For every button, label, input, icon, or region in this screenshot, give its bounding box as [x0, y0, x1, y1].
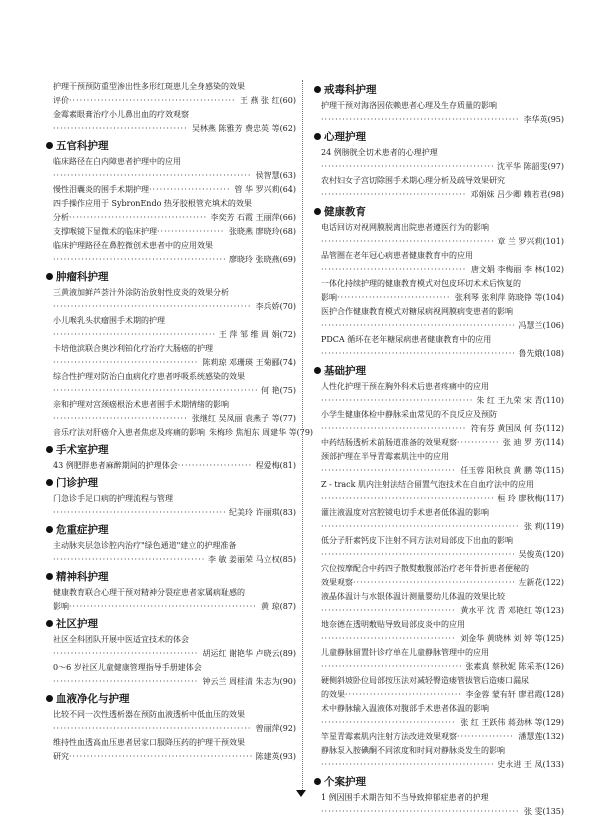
dot-leader — [149, 183, 230, 197]
bullet-icon — [46, 526, 53, 533]
toc-entry[interactable] — [314, 380, 564, 408]
toc-entry[interactable] — [46, 342, 296, 370]
entry-title: 品管圈在老年冠心病患者健康教育中的应用 — [321, 251, 473, 260]
entry-title: 1 例因围手术期告知不当导致抑郁症患者的护理 — [321, 793, 489, 802]
section-title-text: 基础护理 — [324, 365, 366, 377]
dot-leader — [69, 750, 252, 764]
entry-title: 主动脉夹层急诊腔内治疗"绿色通道"建立的护理准备 — [53, 541, 237, 550]
entry-title-continuation: 评价 — [53, 96, 69, 105]
entry-title: 0～6 岁社区儿童健康管理指导手册建体会 — [53, 663, 202, 672]
section-heading — [314, 129, 564, 146]
toc-entry[interactable] — [314, 450, 564, 478]
entry-author-page: 王 萍 邹 维 周 娟(72) — [218, 330, 296, 339]
section-heading — [46, 616, 296, 633]
dot-leader — [53, 722, 252, 736]
entry-title: 低分子肝素钙皮下注射不同方法对局部皮下出血的影响 — [321, 536, 513, 545]
bullet-icon — [46, 446, 53, 453]
entry-title: 地奈德在透明敷贴导致局部皮炎中的应用 — [321, 620, 465, 629]
section-title-text: 血液净化与护理 — [56, 693, 130, 705]
toc-entry[interactable] — [46, 708, 296, 736]
section-title-text: 社区护理 — [56, 618, 98, 630]
section-heading — [46, 691, 296, 708]
toc-entry[interactable] — [314, 618, 564, 646]
toc-entry[interactable] — [46, 633, 296, 661]
toc-entry[interactable] — [46, 736, 296, 764]
entry-author-page: 吴俊英(120) — [518, 550, 564, 559]
section-title-text: 门诊护理 — [56, 477, 98, 489]
toc-entry[interactable] — [314, 478, 564, 506]
dot-leader — [53, 675, 198, 689]
entry-author-page: 潘慧莲(132) — [518, 732, 564, 741]
bullet-icon — [46, 479, 53, 486]
bullet-icon — [46, 695, 53, 702]
entry-author-page: 黄 琼(87) — [261, 602, 296, 611]
entry-author-page: 李 敏 姜丽荣 马立权(85) — [207, 555, 296, 564]
dot-leader — [321, 422, 467, 436]
toc-entry[interactable] — [314, 534, 564, 562]
entry-author-page: 张 雯(135) — [523, 807, 564, 816]
bullet-icon — [314, 208, 321, 215]
entry-author-page: 张 莉(119) — [523, 522, 564, 531]
bullet-icon — [46, 573, 53, 580]
dot-leader — [69, 211, 206, 225]
entry-title: 中药结肠透析术前肠道准备的效果观察 — [321, 438, 457, 447]
toc-entry[interactable] — [314, 146, 564, 174]
dot-leader — [321, 394, 472, 408]
entry-author-page: 何 艳(75) — [261, 386, 296, 395]
entry-author-page: 李华英(95) — [523, 115, 564, 124]
entry-title: 支撑喉镜下显微术的临床护理 — [53, 227, 157, 236]
entry-author-page: 鲁先娥(108) — [518, 349, 564, 358]
bullet-icon — [314, 367, 321, 374]
section-heading — [314, 204, 564, 221]
dot-leader — [321, 660, 461, 674]
entry-title: 比较不同一次性透析器在预防血液透析中低血压的效果 — [53, 710, 245, 719]
dot-leader — [345, 688, 461, 702]
entry-title: 液晶体温计与水银体温计测量婴幼儿体温的效果比较 — [321, 592, 505, 601]
entry-author-page: 李兵娇(70) — [255, 302, 296, 311]
entry-title: 电话回访对视网膜脱离出院患者遵医行为的影响 — [321, 223, 489, 232]
dot-leader — [69, 94, 236, 108]
dot-leader — [53, 647, 198, 661]
dot-leader — [457, 436, 499, 450]
entry-title-continuation: 研究 — [53, 752, 69, 761]
section-heading — [46, 442, 296, 459]
dot-leader — [321, 160, 493, 174]
entry-title: 颈部护理在半导青霉素肌注中的应用 — [321, 452, 449, 461]
entry-title: 硬侧斜坡卧位局部按压法对减轻臀造瘘管拔管后造瘘口漏尿 — [321, 676, 529, 685]
toc-entry[interactable] — [314, 674, 564, 702]
entry-title: Z - track 肌内注射法结合留置气泡技术在自血疗法中的应用 — [321, 480, 535, 489]
dot-leader — [53, 356, 198, 370]
dot-leader — [53, 553, 204, 567]
toc-entry[interactable] — [46, 426, 314, 440]
entry-author-page: 史永进 王 凤(133) — [497, 760, 564, 769]
section-heading — [46, 138, 296, 155]
entry-title-continuation: 影响 — [53, 602, 69, 611]
entry-title: 儿童静脉留置针诊疗单在儿童静脉管理中的应用 — [321, 648, 489, 657]
arrow-down-icon — [296, 790, 306, 797]
section-title-text: 危重症护理 — [56, 524, 109, 536]
bullet-icon — [314, 778, 321, 785]
section-heading — [46, 569, 296, 586]
dot-leader — [53, 412, 188, 426]
dot-leader — [337, 291, 451, 305]
dot-leader — [321, 235, 493, 249]
toc-entry[interactable] — [314, 333, 564, 361]
entry-author-page: 桓 玲 廖秋梅(117) — [497, 494, 564, 503]
bullet-icon — [46, 620, 53, 627]
entry-title: 三黄液加鲜芦荟汁外涂防治放射性皮炎的效果分析 — [53, 288, 229, 297]
toc-entry[interactable] — [314, 99, 564, 127]
entry-title: 金霉素眼膏治疗小儿鼻出血的疗效观察 — [53, 110, 189, 119]
dot-leader — [321, 113, 520, 127]
toc-entry[interactable] — [46, 183, 296, 197]
dot-leader — [321, 548, 514, 562]
toc-entry[interactable] — [314, 305, 564, 333]
toc-column-left — [46, 80, 314, 764]
dot-leader — [353, 576, 514, 590]
entry-title: PDCA 循环在老年糖尿病患者健康教育中的应用 — [321, 335, 492, 344]
entry-author-page: 沈平华 陈韶雯(97) — [497, 162, 564, 171]
dot-leader — [69, 600, 257, 614]
toc-entry[interactable] — [314, 590, 564, 618]
dot-leader — [321, 319, 514, 333]
entry-author-page: 冯慧兰(106) — [518, 321, 564, 330]
toc-entry[interactable] — [46, 197, 296, 225]
toc-column-right — [314, 80, 564, 819]
entry-author-page: 张继红 吴凤丽 袁燕子 等(77) — [191, 414, 296, 423]
entry-title-continuation: 分析 — [53, 213, 69, 222]
entry-author-page: 李金蓉 蒙有轩 廖君霞(128) — [465, 690, 564, 699]
entry-title: 43 例肥胖患者麻醉期间的护理体会 — [53, 461, 178, 470]
entry-author-page: 纪美玲 许丽琪(83) — [229, 508, 296, 517]
toc-entry[interactable] — [314, 436, 564, 450]
entry-author-page: 张利琴 张利萍 陈晓铮 等(104) — [454, 293, 564, 302]
dot-leader — [321, 188, 466, 202]
entry-title: 农村妇女子宫切除围手术期心理分析及疏导效果研究 — [321, 176, 505, 185]
entry-title: 小儿喉乳头状瘤围手术期的护理 — [53, 316, 165, 325]
entry-author-page: 张 迪 罗 芳(114) — [502, 438, 564, 447]
dot-leader — [321, 263, 467, 277]
entry-author-page: 廖晓玲 张晓燕(69) — [229, 255, 296, 264]
dot-leader — [321, 716, 456, 730]
section-title-text: 健康教育 — [324, 206, 366, 218]
entry-author-page: 王 燕 张 红(60) — [239, 96, 296, 105]
dot-leader — [321, 347, 514, 361]
toc-entry[interactable] — [314, 221, 564, 249]
entry-author-page: 曾丽萍(92) — [255, 724, 296, 733]
dot-leader — [321, 805, 520, 819]
entry-title: 术中静脉输入温液体对腹部手术患者体温的影响 — [321, 704, 489, 713]
entry-author-page: 侯智慧(63) — [255, 171, 296, 180]
toc-entry[interactable] — [314, 744, 564, 772]
dot-leader — [53, 506, 225, 520]
entry-author-page: 吴林燕 陈雅芳 费忠英 等(62) — [191, 124, 296, 133]
toc-entry[interactable] — [46, 398, 296, 426]
entry-title: 人性化护理干预在胸外科术后患者疼痛中的应用 — [321, 382, 489, 391]
section-title-text: 戒毒科护理 — [324, 84, 377, 96]
entry-author-page: 唐文娟 李梅丽 李 林(102) — [470, 265, 564, 274]
entry-author-page: 陈莉琼 邓珊瑛 王菊郦(74) — [202, 358, 296, 367]
entry-title: 社区全科团队开展中医适宜技术的体会 — [53, 635, 189, 644]
toc-entry[interactable] — [314, 702, 564, 730]
entry-title: 灌注液温度对宫腔镜电切手术患者低体温的影响 — [321, 508, 489, 517]
section-heading — [314, 363, 564, 380]
dot-leader — [53, 122, 188, 136]
entry-title: 一体化持续护理的健康教育模式对包皮环切术术后恢复的 — [321, 279, 521, 288]
section-title-text: 个案护理 — [324, 776, 366, 788]
entry-author-page: 张晓燕 廖晓玲(68) — [229, 227, 296, 236]
entry-author-page: 张素真 蔡秋妮 陈采茶(126) — [465, 662, 564, 671]
entry-author-page: 任玉蓉 阳秋良 黄 鹏 等(115) — [460, 466, 564, 475]
dot-leader — [457, 730, 514, 744]
bullet-icon — [314, 133, 321, 140]
entry-title: 竿星青霉素肌内注射方法改进效果观察 — [321, 732, 457, 741]
entry-title: 小学生健康体检中静脉采血常见的不良反应及预防 — [321, 410, 497, 419]
toc-entry[interactable] — [46, 370, 296, 398]
section-title-text: 五官科护理 — [56, 140, 109, 152]
entry-title: 临床护理路径在鼻腔微创术患者中的应用效果 — [53, 241, 213, 250]
toc-entry[interactable] — [314, 277, 564, 305]
entry-title: 穴位按摩配合中药四子散熨敷腹部治疗老年骨折患者便秘的 — [321, 564, 529, 573]
entry-author-page: 陈建英(93) — [255, 752, 296, 761]
dot-leader — [321, 758, 493, 772]
toc-entry[interactable] — [314, 791, 564, 819]
toc-entry[interactable] — [314, 506, 564, 534]
entry-author-page: 朱梅珍 焦旭东 周建华 等(79) — [209, 428, 314, 437]
entry-title: 慢性泪囊炎的围手术期护理 — [53, 185, 149, 194]
section-title-text: 心理护理 — [324, 131, 366, 143]
entry-title: 医护合作健康教育模式对糖尿病视网膜病变患者的影响 — [321, 307, 513, 316]
entry-title: 健康教育联合心理干预对精神分裂症患者家属病耻感的 — [53, 588, 245, 597]
entry-title: 护理干预对海洛因依赖患者心理及生存质量的影响 — [321, 101, 497, 110]
section-heading — [46, 269, 296, 286]
toc-entry[interactable] — [314, 174, 564, 202]
entry-author-page: 邓娟妹 吕少卿 赖若君(98) — [470, 190, 564, 199]
toc-entry[interactable] — [46, 239, 296, 267]
bullet-icon — [314, 86, 321, 93]
toc-entry[interactable] — [314, 646, 564, 674]
entry-author-page: 刘金华 黄晓林 刘 婷 等(125) — [460, 634, 564, 643]
dot-leader — [53, 253, 225, 267]
dot-leader — [178, 459, 252, 473]
dot-leader — [53, 169, 252, 183]
entry-title: 临床路径在白内障患者护理中的应用 — [53, 157, 181, 166]
toc-entry[interactable] — [46, 661, 296, 689]
entry-author-page: 李奕芳 石霞 王丽萍(66) — [210, 213, 296, 222]
entry-title: 四手操作应用于 SybronEndo 热牙胶根管充填术的效果 — [53, 199, 252, 208]
section-title-text: 肿瘤科护理 — [56, 271, 109, 283]
section-title-text: 精神科护理 — [56, 571, 109, 583]
section-heading — [314, 774, 564, 791]
dot-leader — [321, 632, 456, 646]
entry-author-page: 左新花(122) — [518, 578, 564, 587]
toc-entry[interactable] — [314, 249, 564, 277]
entry-author-page: 章 兰 罗兴莉(101) — [497, 237, 564, 246]
entry-author-page: 符有芬 黄国凤 何 芬(112) — [470, 424, 564, 433]
entry-title: 护理干预预防重型渗出性多形红斑患儿全身感染的效果 — [53, 82, 245, 91]
entry-title: 亲和护理对宫颈癌根治术患者围手术期情绪的影响 — [53, 400, 229, 409]
toc-entry[interactable] — [46, 286, 296, 314]
bullet-icon — [46, 273, 53, 280]
toc-entry[interactable] — [314, 730, 564, 744]
entry-title: 维持性血透高血压患者居家口服降压药的护理干预效果 — [53, 738, 245, 747]
column-divider — [302, 80, 303, 794]
entry-author-page: 管 华 罗兴莉(64) — [234, 185, 296, 194]
dot-leader — [321, 492, 493, 506]
toc-entry[interactable] — [46, 155, 296, 183]
toc-entry[interactable] — [314, 562, 564, 590]
toc-entry[interactable] — [314, 408, 564, 436]
section-heading — [46, 522, 296, 539]
toc-entry[interactable] — [46, 225, 296, 239]
toc-entry[interactable] — [46, 586, 296, 614]
entry-title-continuation: 影响 — [321, 293, 337, 302]
entry-author-page: 程爱梅(81) — [255, 461, 296, 470]
entry-title-continuation: 效果观察 — [321, 578, 353, 587]
entry-author-page: 黄水平 沈 青 邓艳红 等(123) — [460, 606, 564, 615]
dot-leader — [53, 328, 215, 342]
toc-entry[interactable] — [46, 314, 296, 342]
dot-leader — [157, 225, 225, 239]
dot-leader — [53, 300, 252, 314]
entry-title: 门急诊手足口病的护理流程与管理 — [53, 494, 173, 503]
dot-leader — [53, 384, 257, 398]
dot-leader — [321, 464, 456, 478]
toc-entry[interactable] — [46, 80, 296, 108]
entry-author-page: 胡运红 谢艳华 卢晓云(89) — [202, 649, 296, 658]
entry-title: 24 例膀胱全切术患者的心理护理 — [321, 148, 438, 157]
entry-title: 静脉泵入胺碘酮不同浓度和时间对静脉炎发生的影响 — [321, 746, 505, 755]
entry-author-page: 钟云兰 周桂清 朱志为(90) — [202, 677, 296, 686]
toc-entry[interactable] — [46, 108, 296, 136]
toc-entry[interactable] — [46, 459, 296, 473]
entry-title: 卡培他滨联合奥沙利铂化疗治疗大肠癌的护理 — [53, 344, 213, 353]
bullet-icon — [46, 142, 53, 149]
entry-title: 音乐疗法对肝癌介入患者焦虑及疼痛的影响 — [53, 428, 205, 437]
entry-author-page: 张 红 王跃伟 蒋劲林 等(129) — [460, 718, 564, 727]
entry-title: 综合性护理对防治白血病化疗患者呼吸系统感染的效果 — [53, 372, 245, 381]
entry-author-page: 朱 红 王九荣 宋 青(110) — [476, 396, 564, 405]
toc-entry[interactable] — [46, 492, 296, 520]
toc-entry[interactable] — [46, 539, 296, 567]
entry-title-continuation: 的效果 — [321, 690, 345, 699]
section-title-text: 手术室护理 — [56, 444, 109, 456]
section-heading — [46, 475, 296, 492]
dot-leader — [321, 604, 456, 618]
dot-leader — [321, 520, 520, 534]
section-heading — [314, 82, 564, 99]
